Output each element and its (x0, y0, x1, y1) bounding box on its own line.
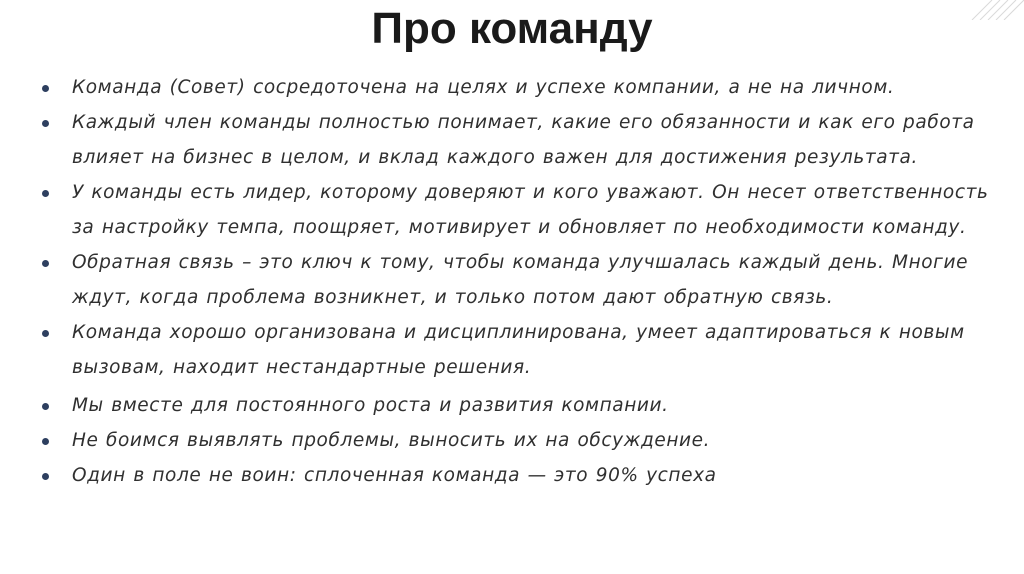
bullet-dot-icon (42, 190, 49, 197)
bullet-item (40, 245, 1000, 315)
bullet-list (40, 70, 1000, 493)
bullet-text: Команда хорошо организована и дисциплинирована, умеет адаптироваться к новым вызовам, находит нестандартные решения. (72, 322, 965, 378)
bullet-item (40, 458, 1000, 493)
bullet-item (40, 175, 1000, 245)
bullet-text: Не боимся выявлять проблемы, выносить их на обсуждение. (72, 430, 711, 451)
bullet-item (40, 423, 1000, 458)
bullet-dot-icon (42, 260, 49, 267)
bullet-text: Команда (Совет) сосредоточена на целях и успехе компании, а не на личном. (72, 77, 895, 98)
bullet-dot-icon (42, 403, 49, 410)
bullet-item (40, 315, 1000, 385)
bullet-dot-icon (42, 85, 49, 92)
slide-title: Про команду (371, 4, 653, 53)
bullet-dot-icon (42, 473, 49, 480)
bullet-text: Один в поле не воин: сплоченная команда — это 90% успеха (72, 465, 717, 486)
bullet-text: Каждый член команды полностью понимает, какие его обязанности и как его работа влияет на бизнес в целом, и вклад каждого важен для достижения результата. (72, 112, 975, 168)
bullet-dot-icon (42, 330, 49, 337)
bullet-text: Мы вместе для постоянного роста и развития компании. (72, 395, 669, 416)
bullet-item (40, 105, 1000, 175)
bullet-item (40, 388, 1000, 423)
bullet-item (40, 70, 1000, 105)
bullet-text: Обратная связь – это ключ к тому, чтобы команда улучшалась каждый день. Многие ждут, когда проблема возникнет, и только потом дают обратную связь. (72, 252, 969, 308)
bullet-dot-icon (42, 438, 49, 445)
bullet-dot-icon (42, 120, 49, 127)
bullet-text: У команды есть лидер, которому доверяют и кого уважают. Он несет ответственность за настройку темпа, поощряет, мотивирует и обновляет по необходимости команду. (72, 182, 989, 238)
